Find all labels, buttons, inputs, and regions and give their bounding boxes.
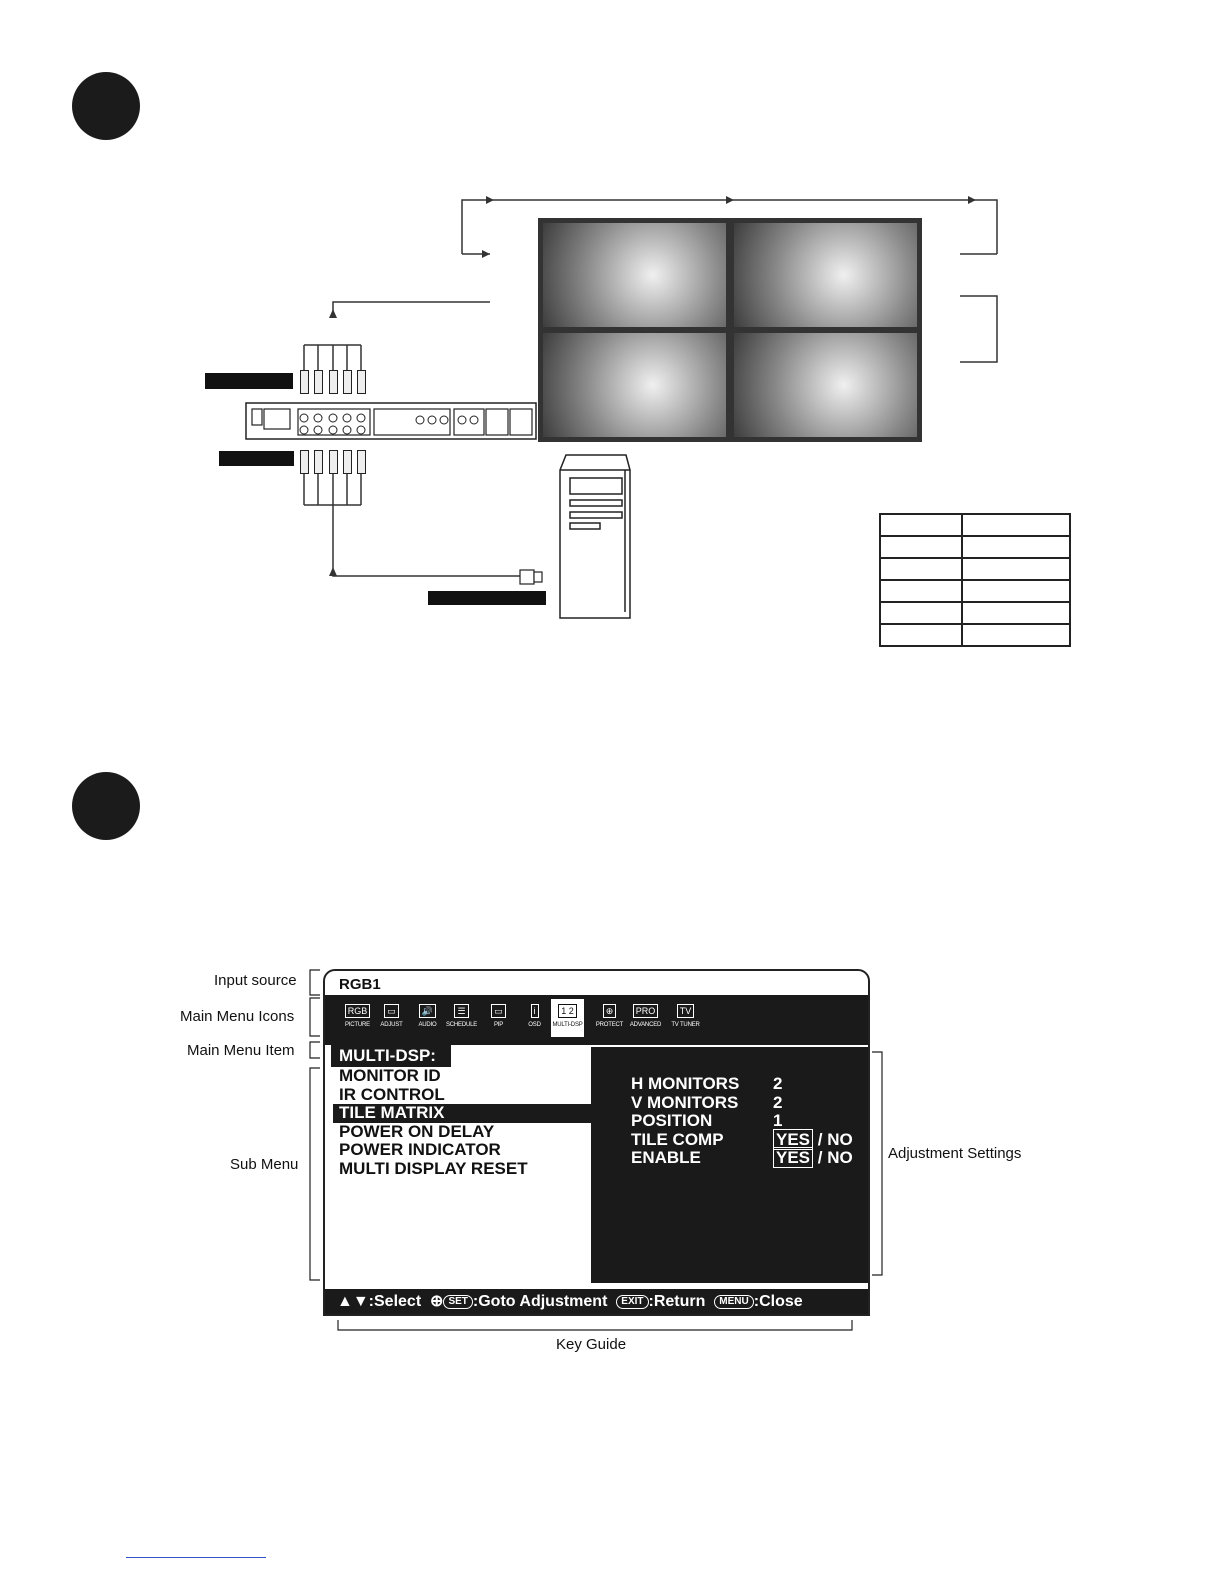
menu-icon-label: PICTURE [345, 1022, 370, 1028]
menu-icon-label: PIP [493, 1022, 504, 1028]
pip-icon: ▭ [482, 999, 515, 1021]
protect-icon: ⊕ [593, 999, 626, 1021]
osd-menu [323, 969, 870, 1316]
menu-icon-picture[interactable] [341, 999, 374, 1037]
menu-icon-label: TV TUNER [671, 1022, 700, 1028]
step-marker-2 [72, 772, 140, 840]
callout-key-guide: Key Guide [556, 1336, 627, 1353]
key-select-text: :Select [368, 1293, 422, 1310]
key-guide-bar [325, 1289, 868, 1314]
callout-adjustment-settings: Adjustment Settings [888, 1145, 1022, 1162]
adjustment-value[interactable]: YES / NO [773, 1131, 853, 1149]
menu-icon-advanced[interactable] [629, 999, 662, 1037]
adjustment-value[interactable]: 2 [773, 1092, 783, 1112]
adjustment-label: TILE COMP [631, 1129, 724, 1149]
sub-menu-item[interactable]: TILE MATRIX [333, 1104, 593, 1123]
sub-menu [333, 1067, 593, 1178]
callout-sub-menu: Sub Menu [230, 1156, 299, 1173]
exit-key-badge: EXIT [616, 1295, 648, 1309]
sub-menu-item[interactable]: POWER INDICATOR [339, 1140, 501, 1159]
wall-monitor-1 [543, 223, 726, 327]
adjustment-label: POSITION [631, 1111, 713, 1130]
input-source-value: RGB1 [339, 976, 381, 993]
menu-icon-label: ADJUST [380, 1022, 403, 1028]
yes-option[interactable]: YES [773, 1147, 813, 1168]
sub-menu-item[interactable]: MULTI DISPLAY RESET [339, 1158, 528, 1178]
callout-main-menu-item: Main Menu Item [187, 1042, 295, 1059]
menu-icon-audio[interactable] [411, 999, 444, 1037]
adjustment-pane [591, 1047, 868, 1283]
menu-icon-tv-tuner[interactable] [669, 999, 702, 1037]
schedule-icon: ☰ [445, 999, 478, 1021]
adjustment-label: H MONITORS [631, 1074, 740, 1093]
redacted-label-1 [205, 373, 293, 389]
menu-icon-label: SCHEDULE [445, 1022, 478, 1028]
menu-icon-protect[interactable] [593, 999, 626, 1037]
menu-icon-schedule[interactable] [445, 999, 478, 1037]
footer-link-line [126, 1557, 266, 1558]
up-down-arrow-icon: ▲▼ [337, 1293, 369, 1310]
menu-key-badge: MENU [714, 1295, 753, 1309]
step-marker-1 [72, 72, 140, 140]
plus-icon: ⊕ [430, 1293, 444, 1310]
adjustment-label: ENABLE [631, 1148, 701, 1167]
menu-icon-label: ADVANCED [629, 1022, 662, 1028]
menu-icon-label: OSD [528, 1022, 541, 1028]
sub-menu-item[interactable]: POWER ON DELAY [339, 1121, 495, 1141]
menu-icon-pip[interactable] [482, 999, 515, 1037]
menu-icon-label: AUDIO [418, 1022, 437, 1028]
wall-monitor-3 [543, 333, 726, 437]
adjustment-label: V MONITORS [631, 1092, 739, 1112]
info-icon: i [518, 999, 551, 1021]
redacted-label-2 [219, 451, 294, 466]
redacted-label-3 [428, 591, 546, 605]
wall-monitor-4 [734, 333, 917, 437]
settings-table [879, 513, 1071, 647]
rgb-picture-icon: RGB [341, 999, 374, 1021]
key-close-text: :Close [753, 1293, 803, 1310]
adjustment-value[interactable]: YES / NO [773, 1149, 853, 1167]
main-menu-item: MULTI-DSP: [331, 1045, 451, 1067]
key-goto-text: :Goto Adjustment [472, 1293, 608, 1310]
menu-icon-adjust[interactable] [375, 999, 408, 1037]
callout-main-menu-icons: Main Menu Icons [180, 1008, 295, 1025]
menu-icon-multi-dsp[interactable] [551, 999, 584, 1037]
adjust-icon: ▭ [375, 999, 408, 1021]
sub-menu-item[interactable]: IR CONTROL [339, 1084, 445, 1104]
menu-icon-label: MULTI-DSP [552, 1022, 583, 1028]
menu-icon-label: PROTECT [595, 1022, 624, 1028]
wall-monitor-2 [734, 223, 917, 327]
pro-advanced-icon: PRO [629, 999, 662, 1021]
tv-tuner-icon: TV [669, 999, 702, 1021]
callout-input-source: Input source [214, 972, 297, 989]
key-return-text: :Return [648, 1293, 706, 1310]
yes-option[interactable]: YES [773, 1129, 813, 1150]
adjustment-value[interactable]: 2 [773, 1074, 783, 1093]
speaker-icon: 🔊 [411, 999, 444, 1021]
main-menu-icon-bar [325, 995, 868, 1041]
sub-menu-item[interactable]: MONITOR ID [339, 1066, 441, 1085]
menu-icon-osd[interactable] [518, 999, 551, 1037]
set-key-badge: SET [443, 1295, 472, 1309]
multi-display-icon: 1 2 [551, 999, 584, 1021]
adjustment-value[interactable]: 1 [773, 1111, 783, 1130]
